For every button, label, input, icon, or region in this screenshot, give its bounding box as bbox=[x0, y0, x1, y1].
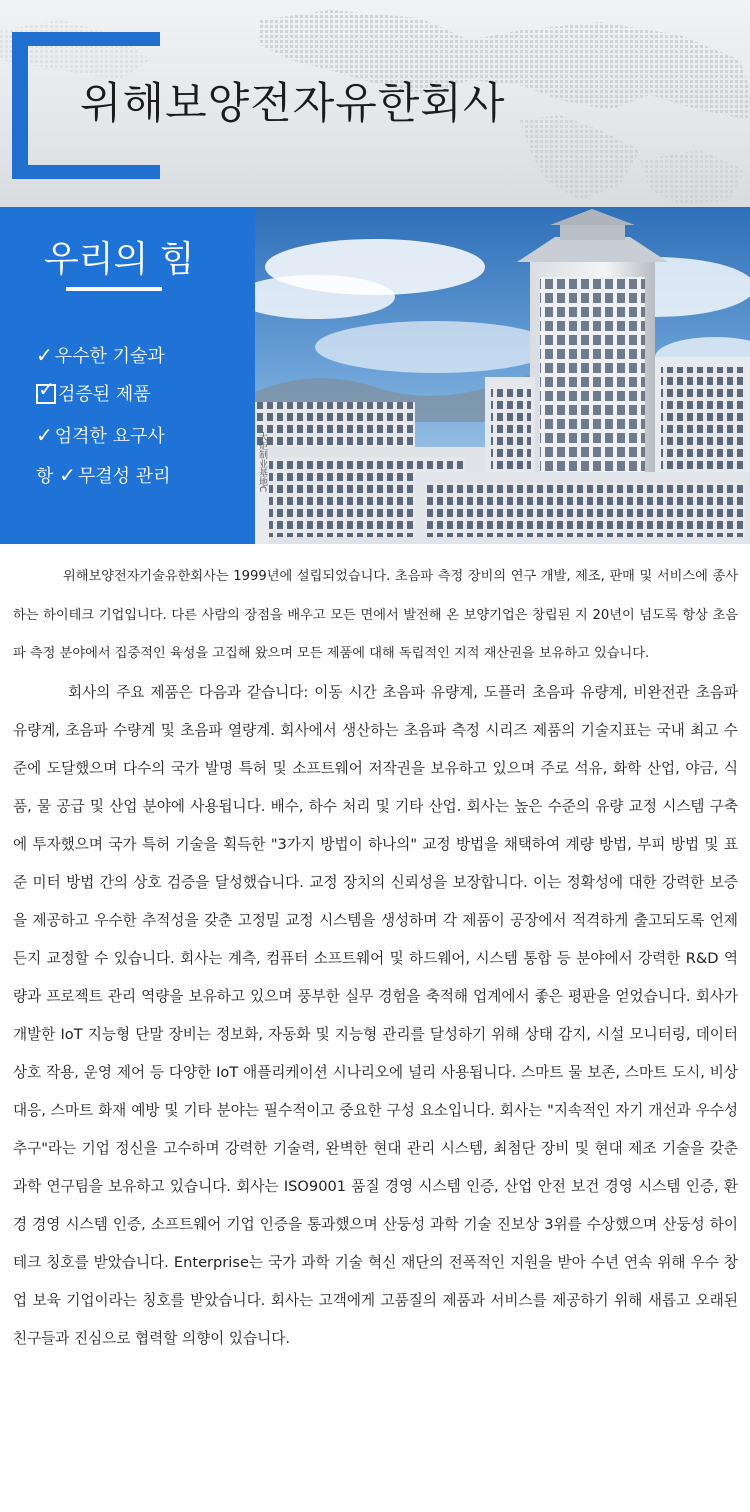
check-icon: ✓ bbox=[59, 463, 76, 487]
company-description bbox=[13, 558, 738, 1358]
strength-item-label: 우수한 기술과 bbox=[54, 346, 165, 367]
checkbox-checked-icon bbox=[36, 384, 56, 404]
strength-list bbox=[36, 335, 246, 495]
check-icon: ✓ bbox=[36, 343, 53, 367]
building-photo bbox=[255, 207, 750, 544]
strength-item-label: 엄격한 요구사 bbox=[54, 426, 165, 447]
building-sign-text: 大炬制业基地C bbox=[257, 431, 267, 493]
description-paragraph-2: 회사의 주요 제품은 다음과 같습니다: 이동 시간 초음파 유량계, 도플러 초음파 유량계, 비완전관 초음파 유량계, 초음파 수량계 및 초음파 열량계. 회사에서 생산하는 초음파 측정 시리즈 제품의 기술지표는 국내 최고 수준에 도달했으며 다수의 국가 발명 특허 및 소프트웨어 저작권을 보유하고 있으며 주로 석유, 화학 산업, 야금, 식품, 물 공급 및 산업 분야에 사용됩니다. 배수, 하수 처리 및 기타 산업. 회사는 높은 수준의 유량 교정 시스템 구축에 투자했으며 국가 특허 기술을 획득한 "3가지 방법이 하나의" 교정 방법을 채택하여 계량 방법, 부피 방법 및 표준 미터 방법 간의 상호 검증을 달성했습니다. 교정 장치의 신뢰성을 보장합니다. 이는 정확성에 대한 강력한 보증을 제공하고 우수한 추적성을 갖춘 고정밀 교정 시스템을 생성하며 각 제품이 공장에서 적격하게 출고되도록 언제든지 교정할 수 있습니다. 회사는 계측, 컴퓨터 소프트웨어 및 하드웨어, 시스템 통합 등 분야에서 강력한 R&D 역량과 프로젝트 관리 역량을 보유하고 있으며 풍부한 실무 경험을 축적해 업계에서 좋은 평판을 얻었습니다. 회사가 개발한 IoT 지능형 단말 장비는 정보화, 자동화 및 지능형 관리를 달성하기 위해 상태 감지, 시설 모니터링, 데이터 상호 작용, 운영 제어 등 다양한 IoT 애플리케이션 시나리오에 널리 사용됩니다. 스마트 물 보존, 스마트 도시, 비상 대응, 스마트 화재 예방 및 기타 분야는 필수적이고 중요한 구성 요소입니다. 회사는 "지속적인 자기 개선과 우수성 추구"라는 기업 정신을 고수하며 강력한 기술력, 완벽한 현대 관리 시스템, 최첨단 장비 및 현대 제조 기술을 갖춘 과학 연구팀을 보유하고 있습니다. 회사는 ISO9001 품질 경영 시스템 인증, 산업 안전 보건 경영 시스템 인증, 환경 경영 시스템 인증, 소프트웨어 기업 인증을 통과했으며 산둥성 과학 기술 진보상 3위를 수상했으며 산둥성 하이테크 칭호를 받았습니다. Enterprise는 국가 과학 기술 혁신 재단의 전폭적인 지원을 받아 수년 연속 위해 우수 창업 보육 기업이라는 칭호를 받았습니다. 회사는 고객에게 고품질의 제품과 서비스를 제공하기 위해 새롭고 오래된 친구들과 진심으로 협력할 의향이 있습니다. bbox=[13, 683, 738, 1347]
strength-item-label: 검증된 제품 bbox=[58, 384, 151, 405]
strength-item-prefix: 항 bbox=[36, 466, 60, 487]
header-banner bbox=[0, 0, 750, 207]
strength-item bbox=[36, 335, 246, 375]
strength-item bbox=[36, 375, 246, 415]
strength-panel bbox=[0, 207, 255, 544]
strength-item bbox=[36, 455, 246, 495]
company-title: 위해보양전자유한회사 bbox=[80, 79, 506, 129]
heading-underline bbox=[66, 287, 162, 291]
description-paragraph-1: 위해보양전자기술유한회사는 1999년에 설립되었습니다. 초음파 측정 장비의 연구 개발, 제조, 판매 및 서비스에 종사하는 하이테크 기업입니다. 다른 사람의 장점을 배우고 모든 면에서 발전해 온 보양기업은 창립된 지 20년이 넘도록 항상 초음파 측정 분야에서 집중적인 육성을 고집해 왔으며 모든 제품에 대해 독립적인 지적 재산권을 보유하고 있습니다. bbox=[13, 569, 738, 661]
strength-item bbox=[36, 415, 246, 455]
building-illustration bbox=[255, 207, 750, 544]
check-icon: ✓ bbox=[36, 423, 53, 447]
strength-section bbox=[0, 207, 750, 544]
strength-heading: 우리의 힘 bbox=[44, 239, 195, 280]
strength-item-label: 무결성 관리 bbox=[77, 466, 171, 487]
